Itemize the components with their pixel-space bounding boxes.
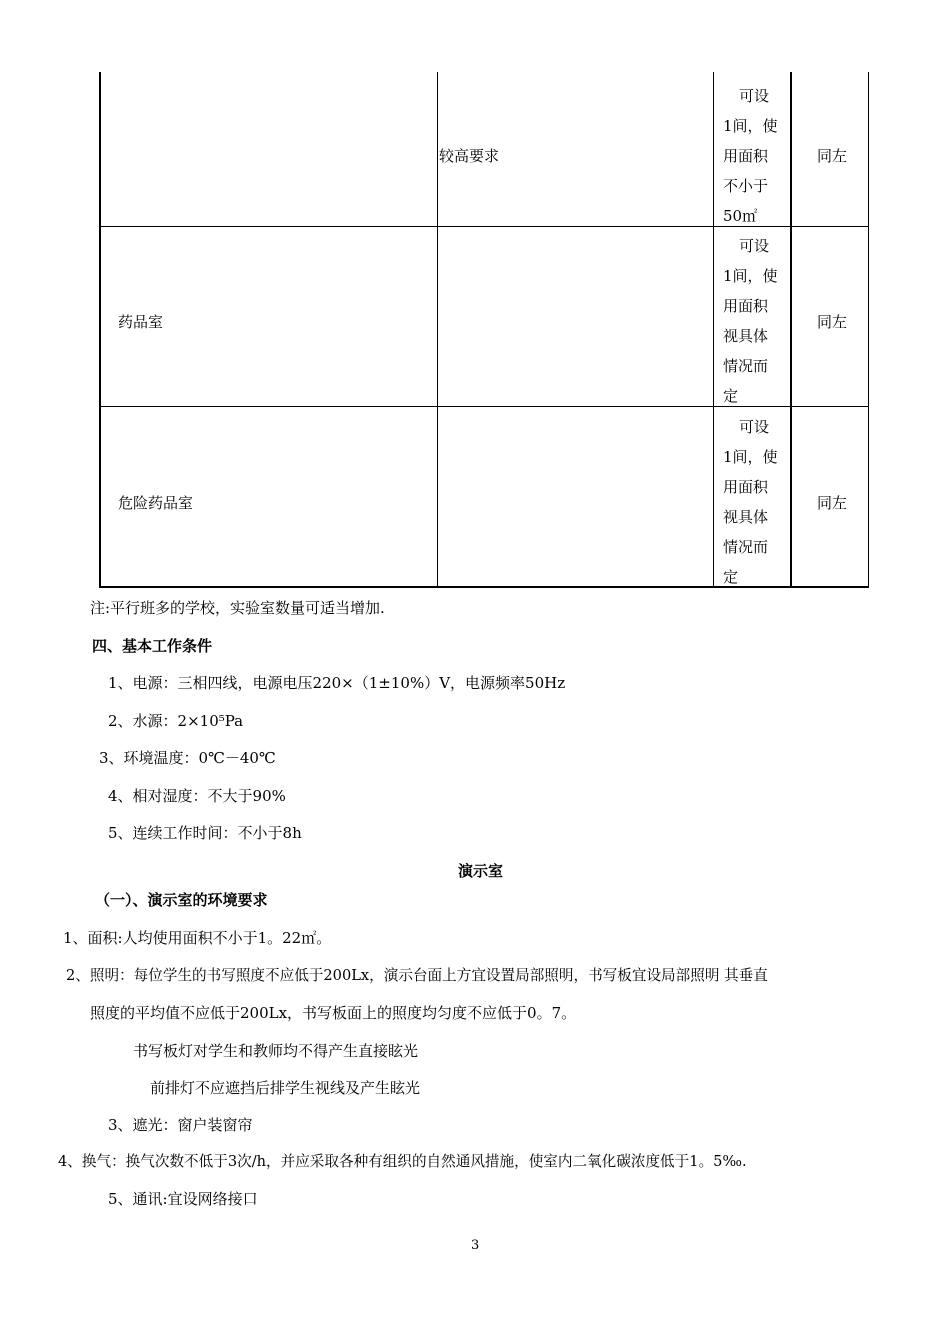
count-line: 定 — [723, 387, 739, 405]
table-col-divider-1 — [437, 72, 438, 588]
count-line: 视具体 — [723, 327, 769, 345]
table-border-right — [868, 72, 869, 588]
table-row-2-count — [723, 231, 793, 411]
page-number: 3 — [471, 1238, 480, 1253]
table-row-3-name: 危险药品室 — [118, 494, 194, 512]
table-row-3-count — [723, 412, 793, 592]
demo-item-shading: 3、遮光：窗户装窗帘 — [108, 1116, 253, 1134]
demo-lighting-note-b: 前排灯不应遮挡后排学生视线及产生眩光 — [150, 1079, 421, 1097]
table-col-divider-2 — [713, 72, 714, 588]
table-row-1-requirement: 较高要求 — [439, 147, 500, 165]
count-line: 情况而 — [723, 357, 769, 375]
count-line: 情况而 — [723, 538, 769, 556]
condition-item-humidity: 4、相对湿度：不大于90% — [108, 787, 286, 805]
demo-item-area: 1、面积:人均使用面积不小于1。22㎡。 — [63, 929, 332, 947]
count-line: 50㎡ — [723, 207, 758, 225]
condition-item-temperature: 3、环境温度：0℃－40℃ — [99, 749, 276, 767]
demo-item-lighting-line1: 2、照明：每位学生的书写照度不应低于200Lx，演示台面上方宜设置局部照明，书写板宜设局部照明 其垂直 — [66, 967, 768, 984]
table-row-1-note: 同左 — [817, 147, 848, 165]
demo-item-network: 5、通讯:宜设网络接口 — [108, 1190, 258, 1208]
demo-item-ventilation: 4、换气：换气次数不低于3次/h，并应采取各种有组织的自然通风措施，使室内二氧化碳浓度低于1。5‰. — [58, 1153, 747, 1170]
table-footnote: 注:平行班多的学校，实验室数量可适当增加. — [90, 599, 385, 617]
count-line: 用面积 — [723, 147, 769, 165]
count-line: 不小于 — [723, 177, 769, 195]
count-line: 用面积 — [723, 297, 769, 315]
table-row-2-note: 同左 — [817, 313, 848, 331]
count-line: 定 — [723, 568, 739, 586]
demo-room-title: 演示室 — [458, 862, 504, 880]
count-line: 视具体 — [723, 508, 769, 526]
count-line: 可设 — [739, 418, 770, 436]
demo-room-subheading: （一）、演示室的环境要求 — [95, 891, 268, 909]
count-line: 可设 — [739, 237, 770, 255]
demo-lighting-note-a: 书写板灯对学生和教师均不得产生直接眩光 — [133, 1042, 419, 1060]
condition-item-water: 2、水源：2×10⁵Pa — [108, 712, 244, 730]
condition-item-worktime: 5、连续工作时间：不小于8h — [108, 824, 302, 842]
count-line: 用面积 — [723, 478, 769, 496]
count-line: 1间，使 — [723, 448, 778, 466]
table-row-3-note: 同左 — [817, 494, 848, 512]
condition-item-power: 1、电源：三相四线，电源电压220×（1±10%）V，电源频率50Hz — [108, 674, 566, 692]
count-line: 1间，使 — [723, 117, 778, 135]
demo-item-lighting-line2: 照度的平均值不应低于200Lx，书写板面上的照度均匀度不应低于0。7。 — [90, 1004, 577, 1022]
count-line: 可设 — [739, 87, 770, 105]
table-row-1-count — [723, 81, 793, 231]
table-border-left — [99, 72, 101, 588]
count-line: 1间，使 — [723, 267, 778, 285]
facility-table — [99, 72, 869, 588]
section-heading-basic-conditions: 四、基本工作条件 — [92, 637, 213, 655]
table-row-2-name: 药品室 — [118, 313, 164, 331]
